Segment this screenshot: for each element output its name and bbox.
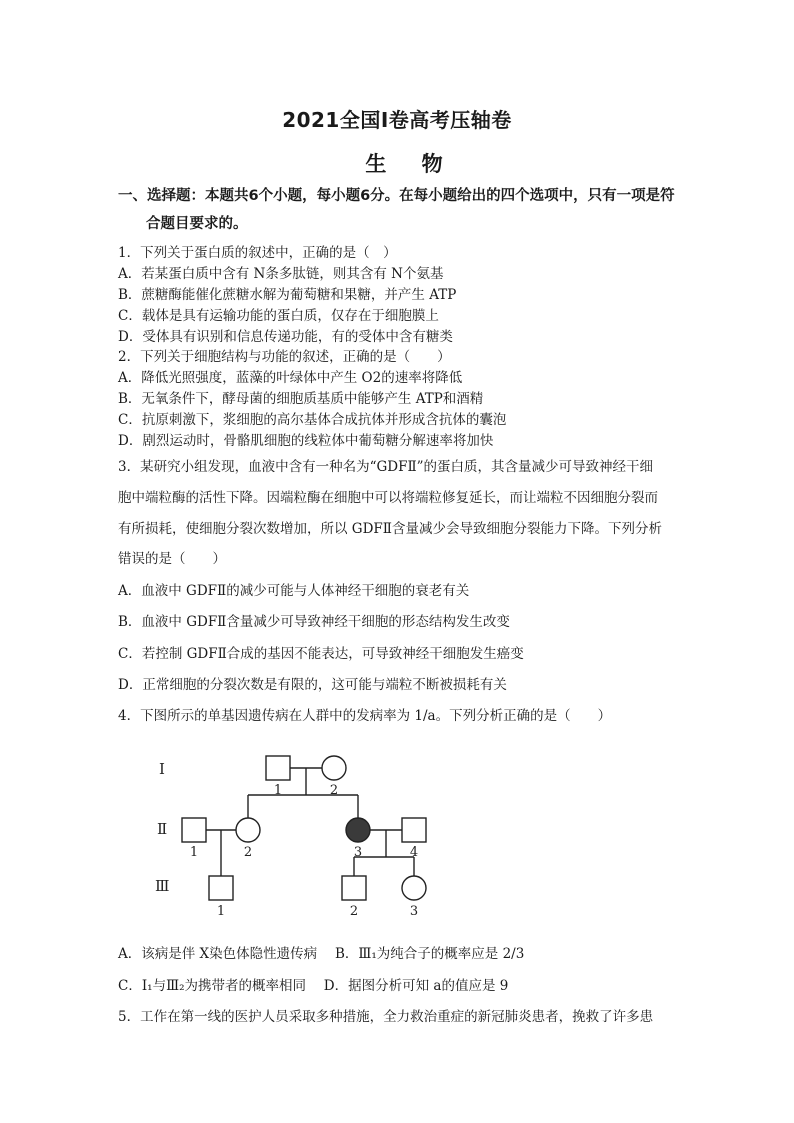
q1-option-d: D．受体具有识别和信息传递功能，有的受体中含有糖类	[118, 329, 453, 345]
id-i2: 2	[329, 783, 339, 798]
q3-stem-2: 胞中端粒酶的活性下降。因端粒酶在细胞中可以将端粒修复延长，而让端粒不因细胞分裂而	[118, 490, 658, 506]
generation-label-1: Ⅰ	[159, 760, 165, 778]
q4-stem: 4．下图所示的单基因遗传病在人群中的发病率为 1/a。下列分析正确的是（ ）	[118, 708, 612, 724]
id-ii3: 3	[353, 845, 363, 860]
exam-title: 2021全国Ⅰ卷高考压轴卷	[282, 108, 512, 132]
q2-option-b: B．无氧条件下，酵母菌的细胞质基质中能够产生 ATP和酒精	[118, 391, 484, 407]
q1-option-c: C．载体是具有运输功能的蛋白质，仅存在于细胞膜上	[118, 308, 439, 324]
pedigree-chart	[148, 750, 448, 922]
q3-stem-3: 有所损耗，使细胞分裂次数增加，所以 GDFⅡ含量减少会导致细胞分裂能力下降。下列分析	[118, 521, 662, 537]
q2-option-a: A．降低光照强度，蓝藻的叶绿体中产生 O2的速率将降低	[118, 370, 463, 386]
q1-stem: 1．下列关于蛋白质的叙述中，正确的是（ ）	[118, 245, 397, 261]
q3-option-c: C．若控制 GDFⅡ合成的基因不能表达，可导致神经干细胞发生癌变	[118, 646, 524, 662]
gen2-male-4	[402, 818, 426, 842]
gen1-male-1	[266, 756, 290, 780]
q3-stem-1: 3．某研究小组发现，血液中含有一种名为“GDFⅡ”的蛋白质，其含量减少可导致神经干细	[118, 459, 654, 475]
id-iii2: 2	[349, 904, 359, 919]
generation-label-3: Ⅲ	[155, 877, 170, 895]
q4-options-cd: C．Ⅰ₁与Ⅲ₂为携带者的概率相同 D．据图分析可知 a的值应是 9	[118, 978, 509, 994]
gen2-male-1	[182, 818, 206, 842]
id-iii3: 3	[409, 904, 419, 919]
gen1-female-2	[322, 756, 346, 780]
q5-stem: 5．工作在第一线的医护人员采取多种措施，全力救治重症的新冠肺炎患者，挽救了许多患	[118, 1009, 654, 1025]
section-heading-cont: 合题目要求的。	[146, 216, 248, 232]
q1-option-b: B．蔗糖酶能催化蔗糖水解为葡萄糖和果糖，并产生 ATP	[118, 287, 457, 303]
q3-stem-4: 错误的是（ ）	[118, 551, 226, 567]
gen2-female-2	[236, 818, 260, 842]
q3-option-d: D．正常细胞的分裂次数是有限的，这可能与端粒不断被损耗有关	[118, 677, 507, 693]
gen3-male-2	[342, 876, 366, 900]
section-heading: 一、选择题：本题共6个小题，每小题6分。在每小题给出的四个选项中，只有一项是符	[118, 188, 675, 204]
id-iii1: 1	[216, 904, 226, 919]
generation-label-2: Ⅱ	[157, 820, 168, 838]
q4-options-ab: A．该病是伴 X染色体隐性遗传病 B．Ⅲ₁为纯合子的概率应是 2/3	[118, 946, 525, 962]
subject-title: 生 物	[365, 152, 457, 176]
gen2-affected-female-3	[346, 818, 370, 842]
q3-option-a: A．血液中 GDFⅡ的减少可能与人体神经干细胞的衰老有关	[118, 583, 470, 599]
id-ii4: 4	[409, 845, 419, 860]
gen3-male-1	[209, 876, 233, 900]
q3-option-b: B．血液中 GDFⅡ含量减少可导致神经干细胞的形态结构发生改变	[118, 614, 510, 630]
id-ii2: 2	[243, 845, 253, 860]
gen3-female-3	[402, 876, 426, 900]
id-ii1: 1	[189, 845, 199, 860]
id-i1: 1	[273, 783, 283, 798]
q2-option-c: C．抗原刺激下，浆细胞的高尔基体合成抗体并形成含抗体的囊泡	[118, 412, 507, 428]
q2-stem: 2．下列关于细胞结构与功能的叙述，正确的是（ ）	[118, 349, 451, 365]
q2-option-d: D．剧烈运动时，骨骼肌细胞的线粒体中葡萄糖分解速率将加快	[118, 433, 494, 449]
q1-option-a: A．若某蛋白质中含有 N条多肽链，则其含有 N个氨基	[118, 266, 444, 282]
